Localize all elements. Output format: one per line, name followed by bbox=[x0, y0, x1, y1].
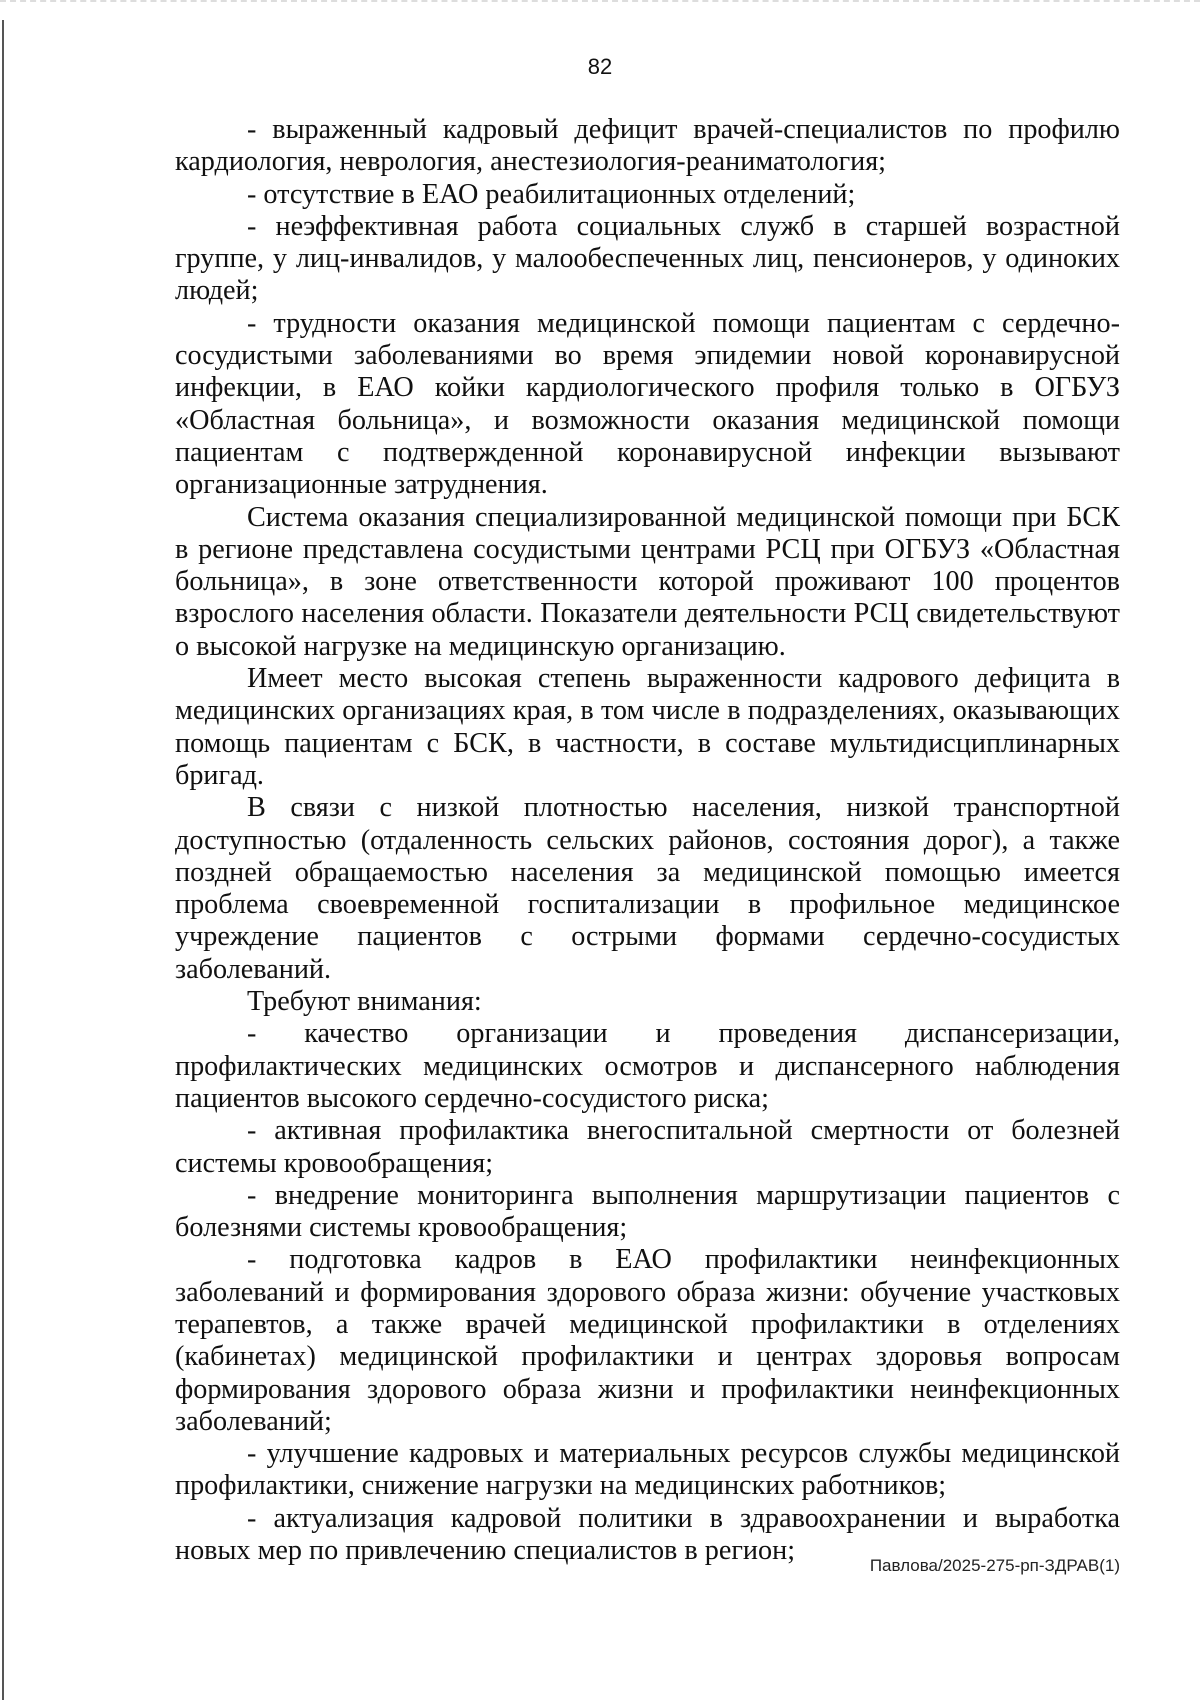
paragraph: - активная профилактика внегоспитальной смертности от болезней системы кровообращения; bbox=[175, 1115, 1120, 1179]
paragraph: - улучшение кадровых и материальных ресурсов службы медицинской профилактики, снижение нагрузки на медицинских работников; bbox=[175, 1438, 1120, 1502]
document-body bbox=[175, 114, 1120, 1567]
page-number: 82 bbox=[587, 54, 613, 79]
paragraph: - подготовка кадров в ЕАО профилактики неинфекционных заболеваний и формирования здорового образа жизни: обучение участковых терапевтов, а также врачей медицинской профилактики в отделениях (кабинетах) медицинской профилактики и центрах здоровья вопросам формирования здорового образа жизни и профилактики неинфекционных заболеваний; bbox=[175, 1244, 1120, 1437]
paragraph: - актуализация кадровой политики в здравоохранении и выработка новых мер по привлечению специалистов в регион; bbox=[175, 1502, 1120, 1567]
paragraph: Требуют внимания: bbox=[247, 986, 482, 1018]
paragraph: - отсутствие в ЕАО реабилитационных отделений; bbox=[247, 178, 856, 210]
paragraph: - внедрение мониторинга выполнения маршрутизации пациентов с болезнями системы кровообращения; bbox=[175, 1179, 1120, 1244]
paragraph: - выраженный кадровый дефицит врачей-специалистов по профилю кардиология, неврология, анестезиология-реаниматология; bbox=[175, 114, 1120, 178]
paragraph: В связи с низкой плотностью населения, низкой транспортной доступностью (отдаленность сельских районов, состояния дорог), а также поздней обращаемостью населения за медицинской помощью имеется проблема своевременной госпитализации в профильное медицинское учреждение пациентов с острыми формами сердечно-сосудистых заболеваний. bbox=[175, 792, 1120, 985]
paragraph: Система оказания специализированной медицинской помощи при БСК в регионе представлена сосудистыми центрами РСЦ при ОГБУЗ «Областная больница», в зоне ответственности которой проживают 100 процентов взрослого населения области. Показатели деятельности РСЦ свидетельствуют о высокой нагрузке на медицинскую организацию. bbox=[175, 501, 1120, 662]
scan-left-edge bbox=[2, 20, 4, 1700]
paragraph: - качество организации и проведения диспансеризации, профилактических медицинских осмотров и диспансерного наблюдения пациентов высокого сердечно-сосудистого риска; bbox=[175, 1018, 1120, 1114]
paragraph: - неэффективная работа социальных служб в старшей возрастной группе, у лиц-инвалидов, у малообеспеченных лиц, пенсионеров, у одиноких людей; bbox=[175, 210, 1120, 307]
scan-top-edge bbox=[0, 0, 1200, 5]
document-code-footer: Павлова/2025-275-рп-ЗДРАВ(1) bbox=[869, 1556, 1120, 1575]
paragraph: Имеет место высокая степень выраженности кадрового дефицита в медицинских организациях края, в том числе в подразделениях, оказывающих помощь пациентам с БСК, в частности, в составе мультидисциплинарных бригад. bbox=[175, 663, 1120, 791]
paragraph: - трудности оказания медицинской помощи пациентам с сердечно-сосудистыми заболеваниями во время эпидемии новой коронавирусной инфекции, в ЕАО койки кардиологического профиля только в ОГБУЗ «Областная больница», и возможности оказания медицинской помощи пациентам с подтвержденной коронавирусной инфекции вызывают организационные затруднения. bbox=[175, 307, 1120, 501]
